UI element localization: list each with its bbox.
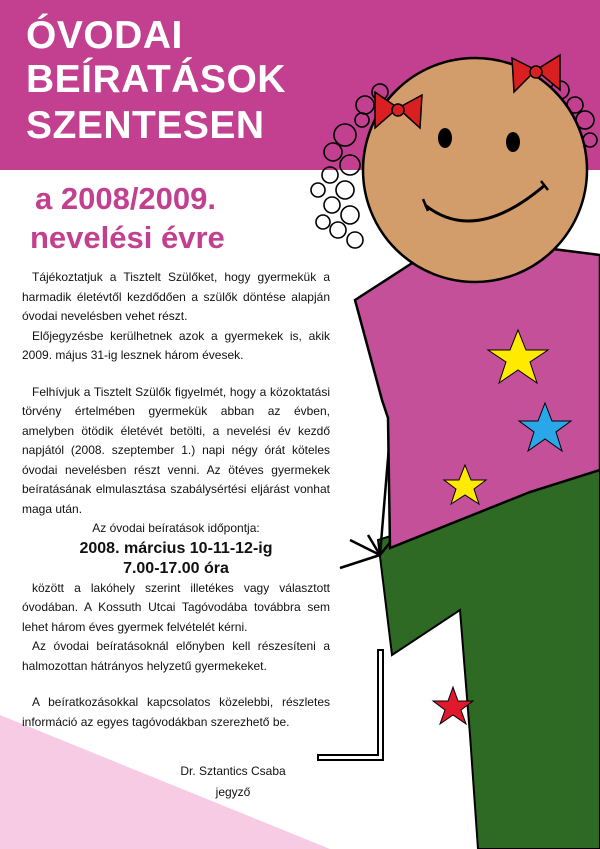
- signature-role: jegyző: [215, 785, 251, 799]
- left-eye: [438, 128, 452, 148]
- paragraph-intro: Tájékoztatjuk a Tisztelt Szülőket, hogy gyermekük a harmadik életévtől kezdődően a szülők döntése alapján óvodai nevelésben vehet részt.: [22, 270, 330, 323]
- paragraph-priority: Az óvodai beíratásoknál előnyben kell részesíteni a halmozottan hátrányos helyzetű gyermekeket.: [22, 639, 330, 673]
- paragraph-mandatory: Felhívjuk a Tisztelt Szülők figyelmét, hogy a közoktatási törvény értelmében gyermekük abban az évben, amelyben ötödik életévét betölti, a nevelési év kezdő napjától (2008. szeptember 1.) napi négy órát köteles óvodai nevelésben részt venni. Az ötéves gyermekek beíratásának elmulasztása szabálysértési eljárást vonhat maga után.: [22, 384, 330, 516]
- signature-name: Dr. Sztantics Csaba: [180, 764, 286, 778]
- paragraph-info: A beíratkozásokkal kapcsolatos közelebbi, részletes információ az egyes tagóvodákban szerezhető be.: [22, 695, 330, 729]
- dates-intro: Az óvodai beíratások időpontja:: [92, 521, 260, 535]
- title-line-2: BEÍRATÁSOK: [26, 58, 286, 101]
- right-eye: [506, 132, 520, 152]
- dates-hours: 7.00-17.00 óra: [123, 559, 229, 577]
- subtitle-line-2: nevelési évre: [30, 220, 225, 255]
- signature: [168, 761, 298, 803]
- dates-days: 2008. március 10-11-12-ig: [79, 539, 273, 557]
- paragraph-preregistration: Előjegyzésbe kerülhetnek azok a gyermekek is, akik 2009. május 31-ig lesznek három évesek.: [22, 328, 330, 362]
- title-line-1: ÓVODAI: [26, 14, 183, 57]
- face: [363, 58, 587, 282]
- paragraph-location: között a lakóhely szerint illetékes vagy választott óvodában. A Kossuth Utcai Tagóvodába továbbra sem lehet három éves gyermek felvételét kérni.: [22, 580, 330, 634]
- subtitle-line-1: a 2008/2009.: [35, 181, 217, 216]
- announcement-body: [22, 268, 330, 732]
- title-line-3: SZENTESEN: [26, 104, 265, 147]
